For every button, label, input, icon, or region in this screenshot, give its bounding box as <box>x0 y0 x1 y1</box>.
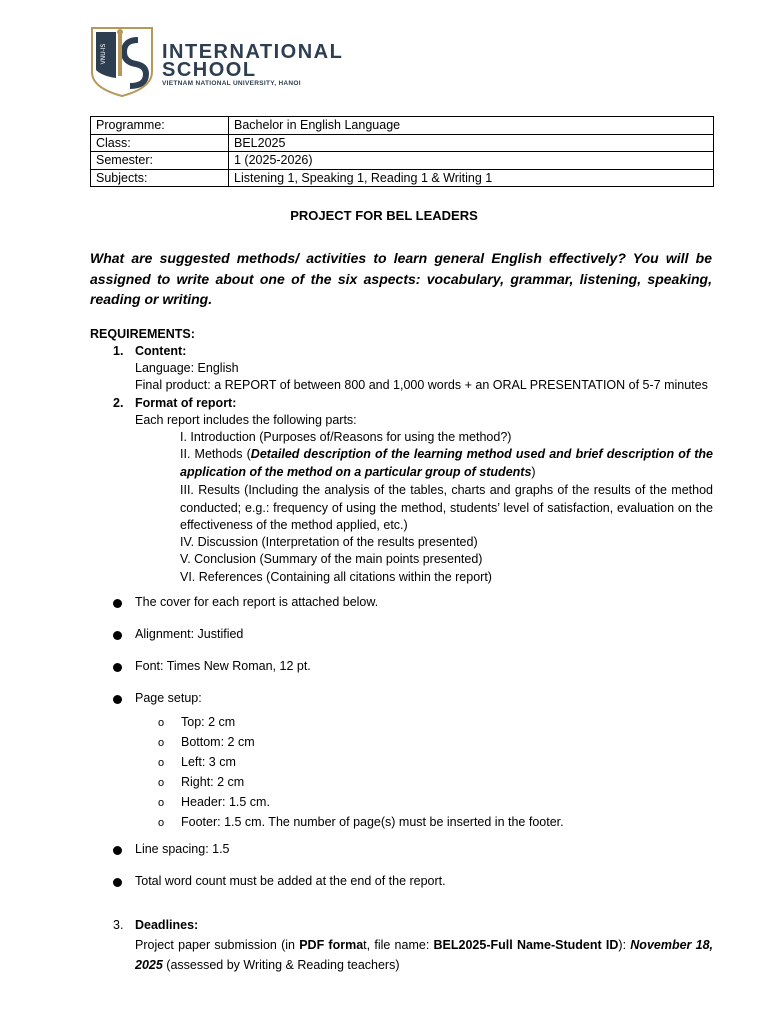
bullet-cover: The cover for each report is attached below. <box>135 595 379 609</box>
sub-bullet-icon: o <box>158 777 165 789</box>
table-row <box>91 117 714 135</box>
class-value: BEL2025 <box>229 134 714 152</box>
bullet-page-setup: Page setup: <box>135 691 202 705</box>
logo-line2: SCHOOL <box>162 59 257 81</box>
bullet-font: Font: Times New Roman, 12 pt. <box>135 659 311 673</box>
deadlines-p5: ): <box>618 938 631 952</box>
bullet-word-count: Total word count must be added at the end of the report. <box>135 874 446 888</box>
part-discussion: IV. Discussion (Interpretation of the results presented) <box>180 535 478 549</box>
content-number: 1. <box>113 344 124 358</box>
semester-value: 1 (2025-2026) <box>229 152 714 170</box>
part-methods-pre: II. Methods ( <box>180 447 251 461</box>
requirements-heading: REQUIREMENTS: <box>90 327 195 341</box>
part-introduction: I. Introduction (Purposes of/Reasons for using the method?) <box>180 430 512 444</box>
deadlines-p3: t, file name: <box>363 938 434 952</box>
deadlines-text <box>135 935 713 975</box>
bullet-alignment: Alignment: Justified <box>135 627 244 641</box>
sub-bullet-icon: o <box>158 737 165 749</box>
school-logo <box>90 26 154 98</box>
format-intro: Each report includes the following parts: <box>135 413 357 427</box>
part-results <box>135 482 713 535</box>
deadlines-p8: (assessed by Writing & Reading teachers) <box>162 958 400 972</box>
programme-key: Programme: <box>91 117 229 135</box>
part-references: VI. References (Containing all citations within the report) <box>180 570 492 584</box>
part-results-text: III. Results (Including the analysis of the tables, charts and graphs of the results of the method conducted; e.g.: frequency of using the method, students’ level of satisfaction, evaluation on the effectiveness of the method applied, etc.) <box>180 483 713 532</box>
logo-line3: VIETNAM NATIONAL UNIVERSITY, HANOI <box>162 80 301 87</box>
semester-key: Semester: <box>91 152 229 170</box>
format-heading: Format of report: <box>135 396 237 410</box>
part-methods-bold: Detailed description of the learning method used and brief description of the application of the method on a particular group of students <box>180 447 713 479</box>
table-row <box>91 169 714 187</box>
part-conclusion: V. Conclusion (Summary of the main points presented) <box>180 552 483 566</box>
page-setup-footer: Footer: 1.5 cm. The number of page(s) must be inserted in the footer. <box>181 815 564 829</box>
deadlines-p2: PDF forma <box>299 938 364 952</box>
deadlines-p1: Project paper submission (in <box>135 938 300 952</box>
deadlines-p7: 2025 <box>135 958 163 972</box>
page-title: PROJECT FOR BEL LEADERS <box>290 208 478 223</box>
page-setup-left: Left: 3 cm <box>181 755 236 769</box>
sub-bullet-icon: o <box>158 717 165 729</box>
bullet-icon <box>113 599 122 608</box>
content-language: Language: English <box>135 361 239 375</box>
page-setup-bottom: Bottom: 2 cm <box>181 735 255 749</box>
part-methods-post: ) <box>531 464 536 479</box>
deadlines-number: 3. <box>113 918 124 932</box>
bullet-icon <box>113 695 122 704</box>
bullet-icon <box>113 631 122 640</box>
svg-text:VNU-IS: VNU-IS <box>100 43 107 65</box>
bullet-line-spacing: Line spacing: 1.5 <box>135 842 230 856</box>
deadlines-heading: Deadlines: <box>135 918 199 932</box>
table-row <box>91 152 714 170</box>
bullet-icon <box>113 846 122 855</box>
page-setup-right: Right: 2 cm <box>181 775 245 789</box>
subjects-key: Subjects: <box>91 169 229 187</box>
sub-bullet-icon: o <box>158 797 165 809</box>
subjects-value: Listening 1, Speaking 1, Reading 1 & Writing 1 <box>229 169 714 187</box>
class-key: Class: <box>91 134 229 152</box>
table-row <box>91 134 714 152</box>
bullet-icon <box>113 878 122 887</box>
page-setup-header: Header: 1.5 cm. <box>181 795 270 809</box>
programme-value: Bachelor in English Language <box>229 117 714 135</box>
format-number: 2. <box>113 396 124 410</box>
sub-bullet-icon: o <box>158 817 165 829</box>
part-methods <box>135 446 713 481</box>
info-table <box>90 116 714 187</box>
bullet-icon <box>113 663 122 672</box>
page-setup-top: Top: 2 cm <box>181 715 236 729</box>
content-heading: Content: <box>135 344 187 358</box>
logo-line1: INTERNATIONAL <box>162 41 344 63</box>
sub-bullet-icon: o <box>158 757 165 769</box>
deadlines-p4: BEL2025-Full Name-Student ID <box>433 938 619 952</box>
question-text: What are suggested methods/ activities to learn general English effectively? You will be assigned to write about one of the six aspects: vocabulary, grammar, listening, speaking, reading or writing. <box>90 250 712 307</box>
content-final-product: Final product: a REPORT of between 800 and 1,000 words + an ORAL PRESENTATION of 5-7 minutes <box>135 378 708 392</box>
deadlines-p6: November 18, <box>630 938 714 952</box>
